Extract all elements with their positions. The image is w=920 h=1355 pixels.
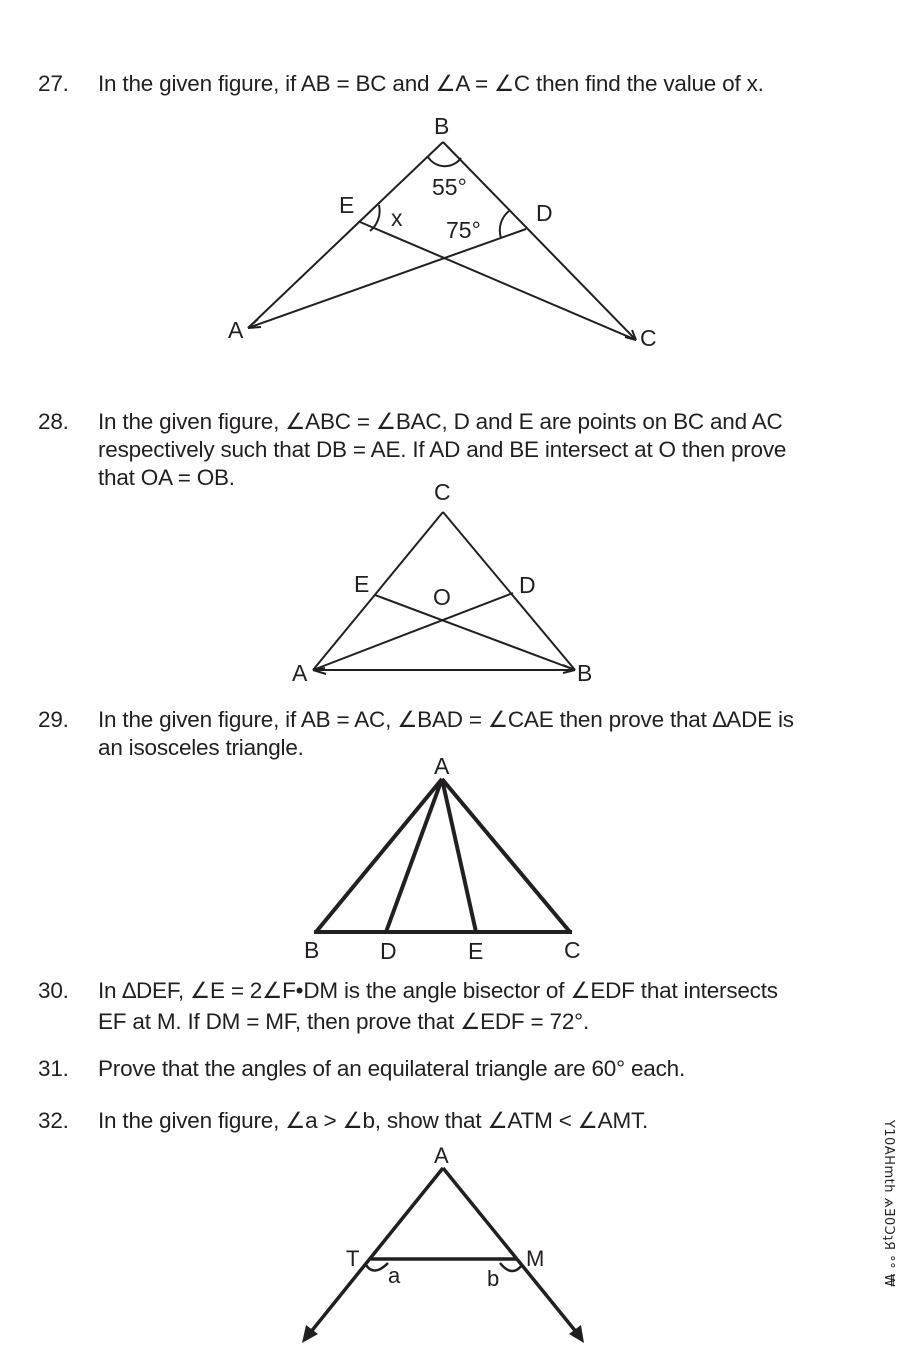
margin-note-text: Y10AHmth ѧƎ0ƆʇЯ °° ₩ [881, 1119, 897, 1287]
label-e: E [354, 571, 370, 597]
question-number: 28. [38, 409, 69, 434]
question-line: an isosceles triangle. [98, 735, 304, 760]
label-c: C [564, 937, 581, 963]
label-b: B [434, 113, 450, 139]
label-e: E [468, 938, 484, 964]
label-a: A [434, 1143, 449, 1168]
question-line: Prove that the angles of an equilateral triangle are 60° each. [98, 1056, 685, 1081]
question-number: 27. [38, 71, 69, 96]
angle-b-value: 55° [432, 174, 467, 200]
question-line: In the given figure, if AB = AC, ∠BAD = ∠CAE then prove that ∆ADE is [98, 707, 794, 732]
ray-am [443, 1168, 577, 1333]
label-angle-a: a [388, 1263, 401, 1288]
question-number: 30. [38, 978, 69, 1003]
label-m: M [526, 1246, 545, 1271]
label-a: A [292, 660, 308, 686]
question-line: EF at M. If DM = MF, then prove that ∠EDF = 72°. [98, 1009, 589, 1034]
label-d: D [380, 938, 397, 964]
label-a: A [228, 317, 244, 343]
angle-arc-b [500, 1263, 522, 1271]
ray-at [310, 1168, 443, 1333]
question-line: In the given figure, if AB = BC and ∠A = ∠C then find the value of x. [98, 71, 764, 96]
question-number: 31. [38, 1056, 69, 1081]
label-e: E [339, 192, 355, 218]
label-d: D [519, 572, 536, 598]
label-c: C [640, 325, 657, 351]
question-line: that OA = OB. [98, 465, 235, 490]
label-d: D [536, 200, 553, 226]
label-angle-b: b [487, 1266, 500, 1291]
label-b: B [577, 660, 593, 686]
question-line: respectively such that DB = AE. If AD and BE intersect at O then prove [98, 437, 787, 462]
label-o: O [433, 584, 451, 610]
angle-d-value: 75° [446, 217, 481, 243]
margin-note [874, 1108, 904, 1298]
question-number: 32. [38, 1108, 69, 1133]
label-t: T [346, 1246, 360, 1271]
question-line: In the given figure, ∠ABC = ∠BAC, D and E are points on BC and AC [98, 409, 783, 434]
label-a: A [434, 753, 450, 779]
question-number: 29. [38, 707, 69, 732]
question-line: In ∆DEF, ∠E = 2∠F•DM is the angle bisector of ∠EDF that intersects [98, 978, 778, 1003]
question-line: In the given figure, ∠a > ∠b, show that ∠ATM < ∠AMT. [98, 1108, 649, 1133]
label-c: C [434, 479, 451, 505]
label-b: B [304, 937, 320, 963]
label-x: x [391, 205, 403, 231]
angle-arc-a [366, 1263, 388, 1271]
